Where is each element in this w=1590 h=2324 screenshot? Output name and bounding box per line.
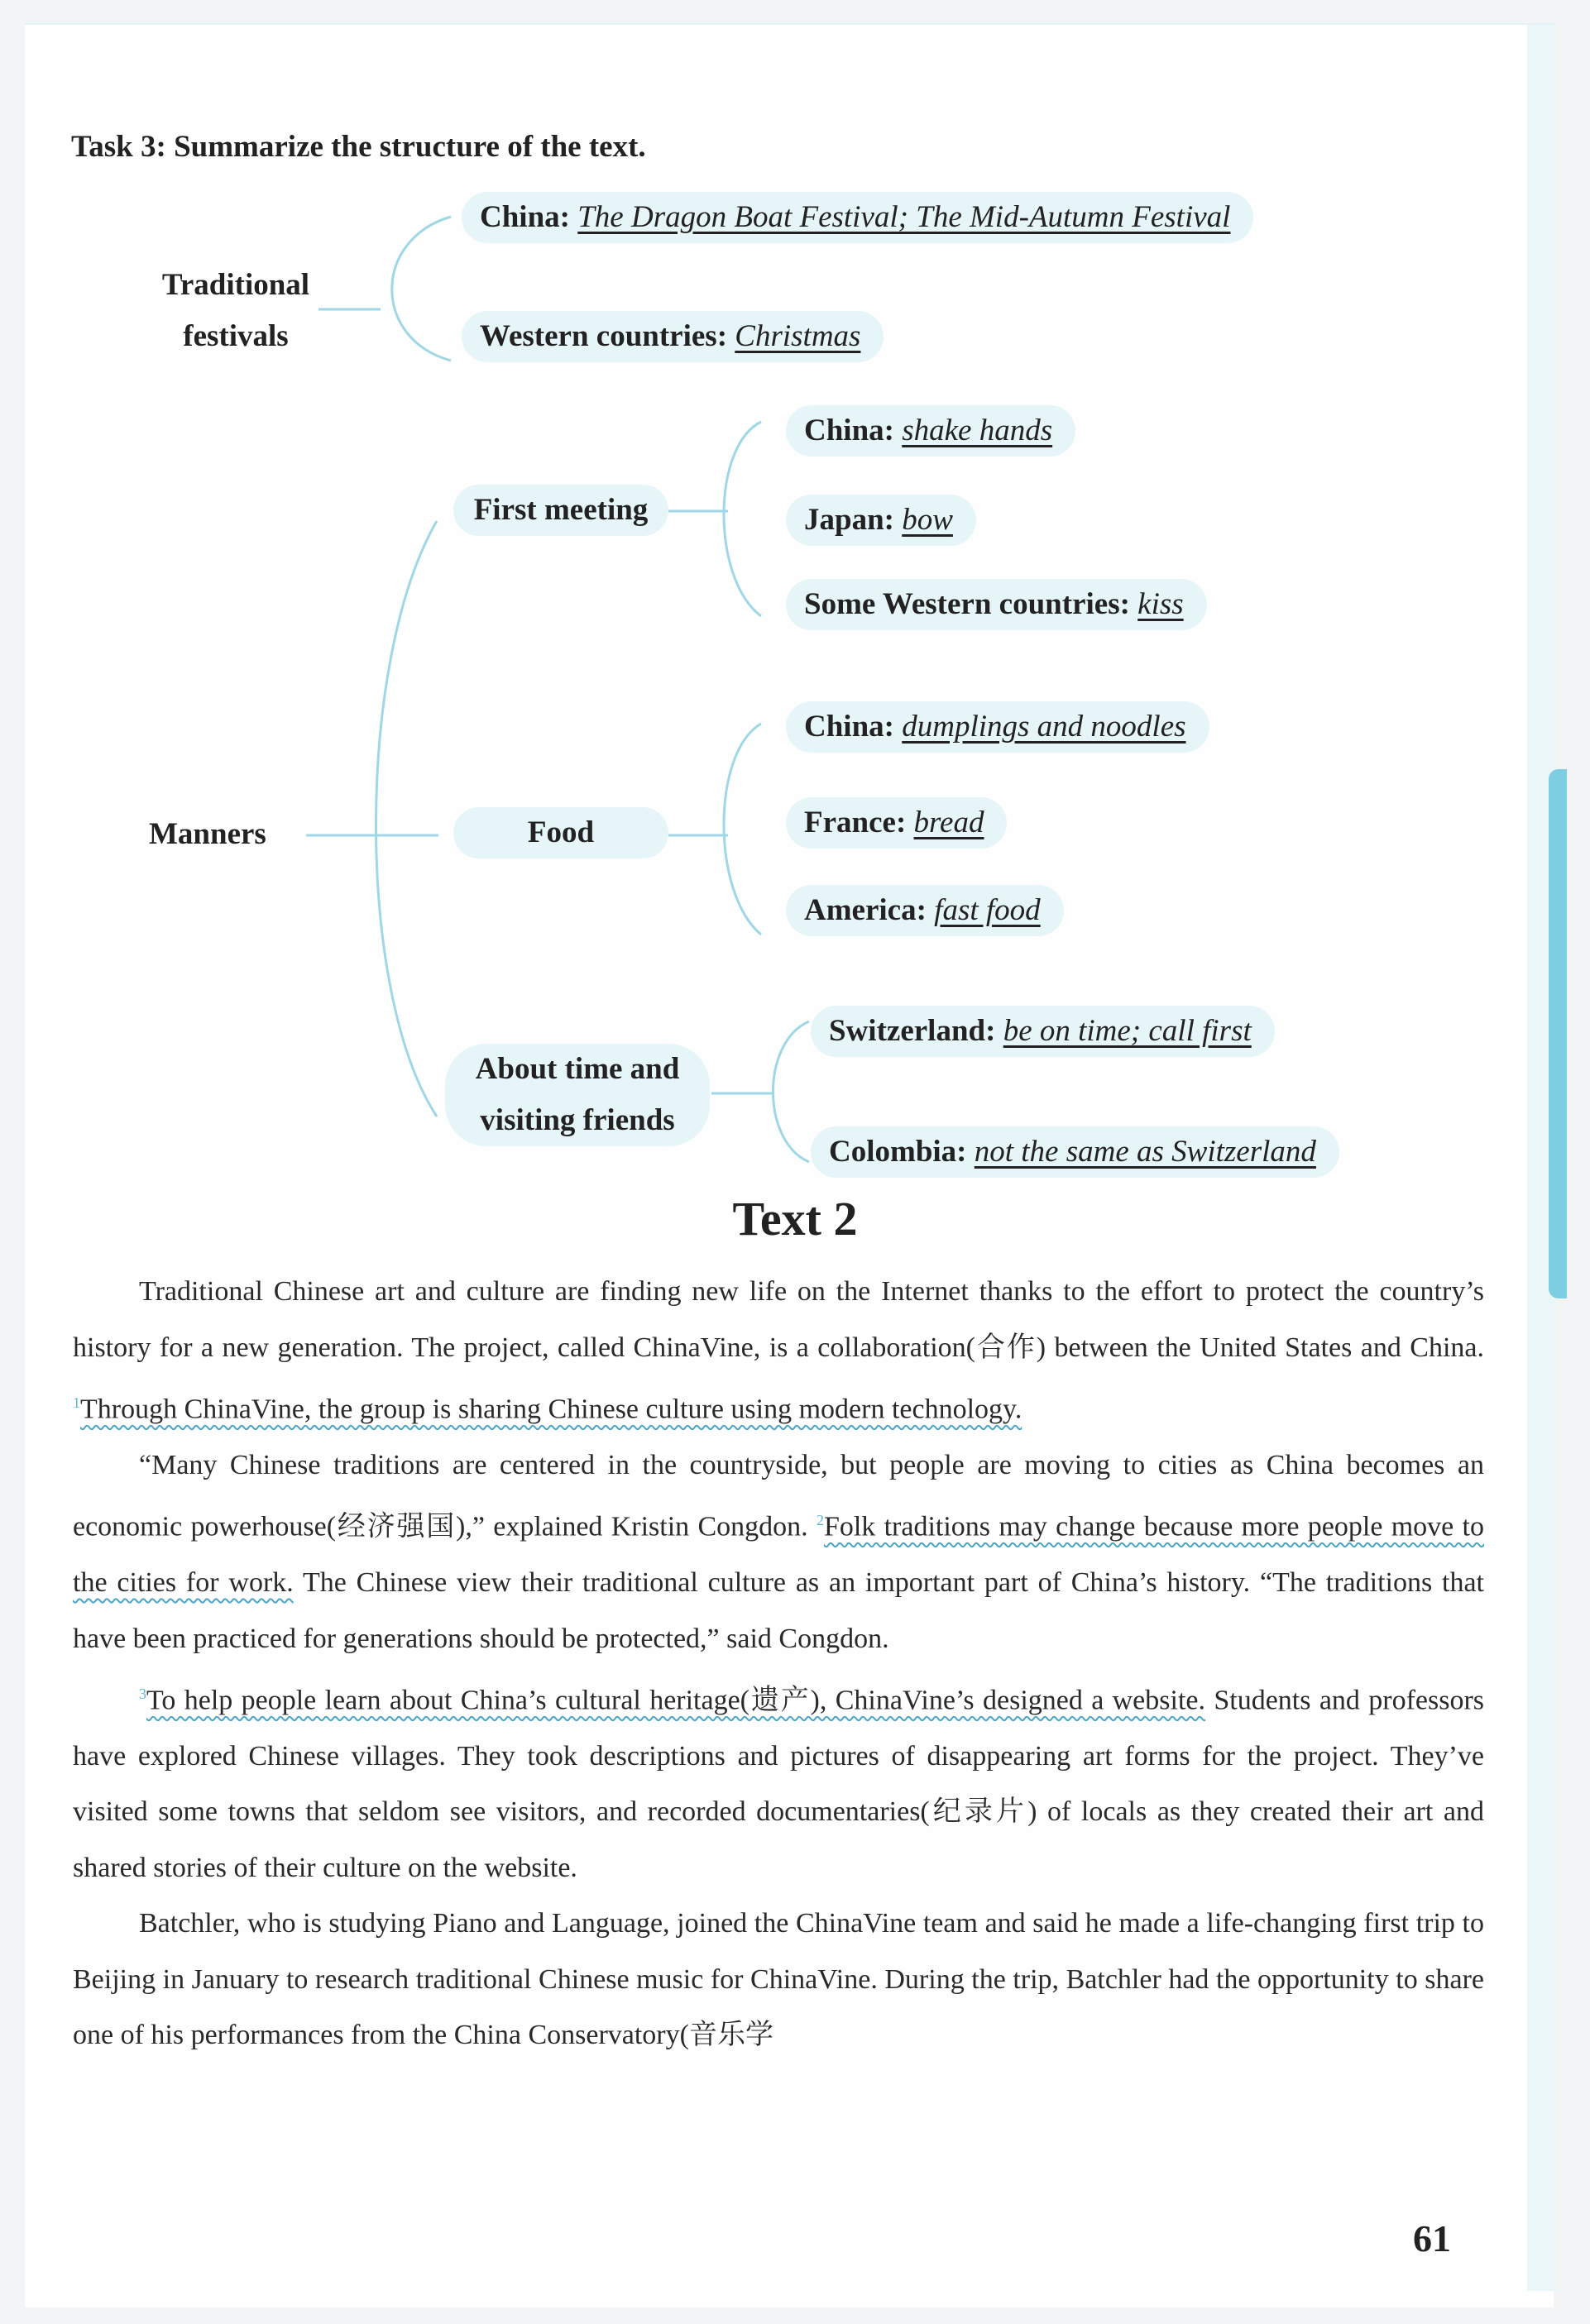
item-value: be on time; call first (1003, 1014, 1252, 1048)
p3-text: Students and professors have explored Chinese villages. They took descriptions and pictures of disappearing art forms for the project. They’ve visited some towns that seldom see visitors, and recorded documentaries(纪录片) of locals as they created their art and shared stories of their culture on the website. (73, 1685, 1485, 1883)
p2-underlined: Folk traditions may change because more people move to the cities for work. (73, 1511, 1484, 1599)
food-item (786, 701, 1209, 753)
sentence-number: 3 (139, 1686, 146, 1703)
festival-west-value: Christmas (735, 319, 861, 353)
festival-west-pill (462, 311, 884, 362)
item-value: fast food (934, 893, 1041, 927)
time-item (811, 1126, 1339, 1178)
item-value: not the same as Switzerland (974, 1135, 1316, 1169)
task-heading: Task 3: Summarize the structure of the text. (71, 130, 646, 164)
manners-node: Manners (149, 817, 266, 851)
time-item (811, 1006, 1275, 1057)
festivals-label-1: Traditional (161, 268, 310, 302)
manners-bracket (376, 521, 438, 1117)
p2-text: “Many Chinese traditions are centered in the countryside, but people are moving to cities as China becomes an economic powerhouse(经济强国),” explained Kristin Congdon. (73, 1449, 1484, 1542)
first-meeting-item (786, 579, 1207, 630)
paragraph-1 (73, 1264, 1484, 1437)
festival-china-label: China: (480, 200, 570, 234)
time-label-1: About time and (475, 1052, 680, 1086)
first-meeting-node: First meeting (453, 485, 668, 536)
sentence-number: 1 (73, 1394, 80, 1411)
page-number: 61 (1413, 2217, 1451, 2259)
food-bracket (724, 724, 761, 935)
item-value: shake hands (902, 414, 1053, 447)
item-label: Switzerland: (829, 1014, 996, 1048)
festivals-label-2: festivals (183, 319, 289, 353)
first-meeting-item (786, 495, 976, 546)
text2-body (73, 1264, 1484, 2063)
festival-china-pill (462, 192, 1253, 243)
festivals-node (141, 260, 331, 362)
item-label: America: (804, 893, 927, 927)
time-node (445, 1044, 710, 1146)
festival-bracket (392, 217, 451, 361)
paragraph-3 (73, 1666, 1484, 1896)
time-bracket (773, 1021, 810, 1162)
time-label-2: visiting friends (480, 1103, 675, 1137)
item-value: bow (902, 503, 953, 537)
first-meeting-bracket (724, 422, 761, 616)
food-node: Food (453, 807, 668, 858)
paragraph-2 (73, 1437, 1484, 1666)
food-item (786, 885, 1064, 936)
p1-underlined: Through ChinaVine, the group is sharing Chinese culture using modern technology. (80, 1394, 1022, 1425)
festival-china-value: The Dragon Boat Festival; The Mid-Autumn Festival (577, 200, 1231, 234)
food-item (786, 797, 1007, 849)
item-value: bread (913, 806, 984, 839)
item-label: Some Western countries: (804, 587, 1130, 621)
p2-text-rest: The Chinese view their traditional culture as an important part of China’s history. “The traditions that have been practiced for generations should be protected,” said Congdon. (73, 1567, 1484, 1654)
p3-underlined: To help people learn about China’s cultural heritage(遗产), ChinaVine’s designed a website. (146, 1685, 1205, 1716)
sentence-number: 2 (816, 1512, 824, 1529)
first-meeting-item (786, 405, 1075, 457)
item-value: dumplings and noodles (902, 710, 1186, 744)
festival-west-label: Western countries: (480, 319, 728, 353)
item-label: China: (804, 710, 894, 744)
item-label: China: (804, 414, 894, 447)
item-value: kiss (1137, 587, 1184, 621)
p1-text: Traditional Chinese art and culture are finding new life on the Internet thanks to the effort to protect the country’s history for a new generation. The project, called ChinaVine, is a collaboration(合作) between the United States and China. (73, 1276, 1484, 1363)
text2-title: Text 2 (732, 1192, 858, 1246)
item-label: Japan: (804, 503, 894, 537)
item-label: Colombia: (829, 1135, 967, 1169)
paragraph-4: Batchler, who is studying Piano and Language, joined the ChinaVine team and said he made a life-changing first trip to Beijing in January to research traditional Chinese music for ChinaVine. During the trip, Batchler had the opportunity to share one of his performances from the China Conservatory(音乐学 (73, 1908, 1484, 2051)
item-label: France: (804, 806, 907, 839)
